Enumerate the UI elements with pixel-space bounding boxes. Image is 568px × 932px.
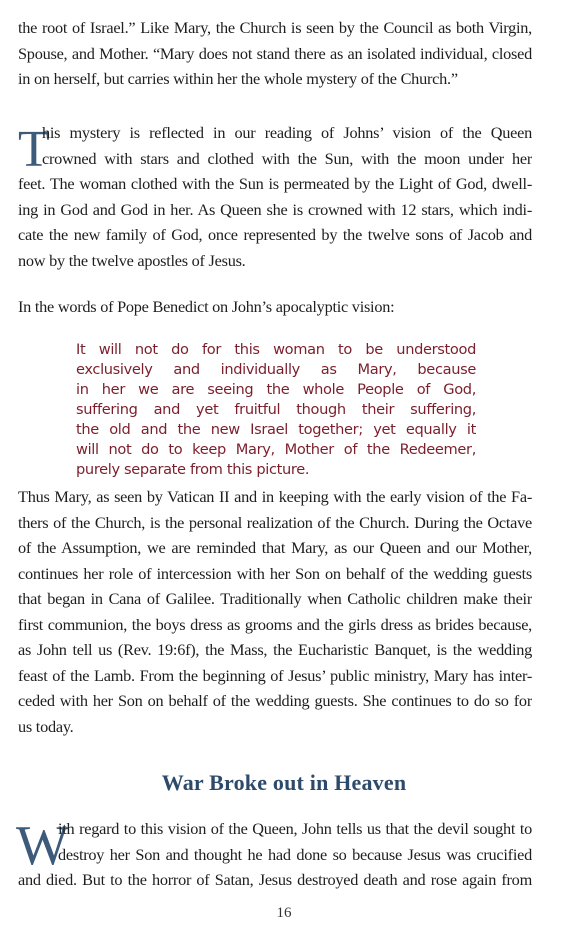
quote-line: exclusively and individually as Mary, because — [76, 361, 476, 378]
paragraph-5 — [18, 816, 532, 893]
section-heading: War Broke out in Heaven — [161, 770, 407, 795]
quote-line: suffering and yet fruitful though their suffering, — [76, 401, 476, 418]
text-line: feast of the Lamb. From the beginning of Jesus’ public ministry, Mary has inter- — [18, 665, 532, 685]
text-line: cate the new family of God, once represented by the twelve sons of Jacob and — [18, 225, 532, 244]
paragraph-4 — [18, 484, 532, 739]
text-line: In the words of Pope Benedict on John’s apocalyptic vision: — [18, 297, 395, 316]
text-line: that began in Cana of Galilee. Traditionally when Catholic children make their — [18, 589, 532, 608]
quote-line: will not do to keep Mary, Mother of the Redeemer, — [76, 441, 476, 458]
text-line: us today. — [18, 716, 74, 736]
text-line: Spouse, and Mother. “Mary does not stand there as an isolated individual, closed — [18, 43, 532, 63]
paragraph-2 — [18, 120, 532, 273]
dropcap-t: T — [18, 121, 50, 178]
text-line: ing in God and God in her. As Queen she is crowned with 12 stars, which indi- — [18, 199, 532, 219]
page-number: 16 — [276, 905, 292, 921]
text-line: feet. The woman clothed with the Sun is permeated by the Light of God, dwell- — [18, 174, 532, 193]
paragraph-1 — [18, 15, 532, 92]
text-line: thers of the Church, is the personal realization of the Church. During the Octave — [18, 512, 532, 532]
text-line: first communion, the boys dress as grooms and the girls dress as brides because, — [18, 614, 532, 634]
block-quote — [76, 340, 476, 480]
text-line: crowned with stars and clothed with the Sun, with the moon under her — [42, 148, 532, 168]
text-line: ith regard to this vision of the Queen, John tells us that the devil sought to — [58, 819, 532, 838]
quote-line: in her we are seeing the whole People of God, — [76, 381, 476, 398]
dropcap-w: W — [16, 815, 69, 877]
text-line: of the Assumption, we are reminded that Mary, as our Queen and our Mother, — [18, 538, 532, 557]
text-line: now by the twelve apostles of Jesus. — [18, 250, 246, 270]
paragraph-3 — [18, 294, 532, 320]
text-line: the root of Israel.” Like Mary, the Church is seen by the Council as both Virgin, — [18, 18, 532, 37]
text-line: and died. But to the horror of Satan, Jesus destroyed death and rose again from — [18, 870, 532, 889]
quote-line: It will not do for this woman to be understood — [76, 341, 476, 358]
text-line: continues her role of intercession with her Son on behalf of the wedding guests — [18, 563, 532, 583]
text-line: ceded with her Son on behalf of the wedding guests. She continues to do so for — [18, 691, 532, 710]
text-line: destroy her Son and thought he had done so because Jesus was crucified — [58, 844, 532, 864]
quote-line: the old and the new Israel together; yet equally it — [76, 421, 476, 438]
quote-line: purely separate from this picture. — [76, 461, 310, 478]
text-line: in on herself, but carries within her the whole mystery of the Church.” — [18, 69, 458, 88]
text-line: as John tell us (Rev. 19:6f), the Mass, the Eucharistic Banquet, is the wedding — [18, 640, 532, 659]
text-line: Thus Mary, as seen by Vatican II and in keeping with the early vision of the Fa- — [18, 487, 532, 506]
text-line: his mystery is reflected in our reading of Johns’ vision of the Queen — [42, 123, 532, 142]
